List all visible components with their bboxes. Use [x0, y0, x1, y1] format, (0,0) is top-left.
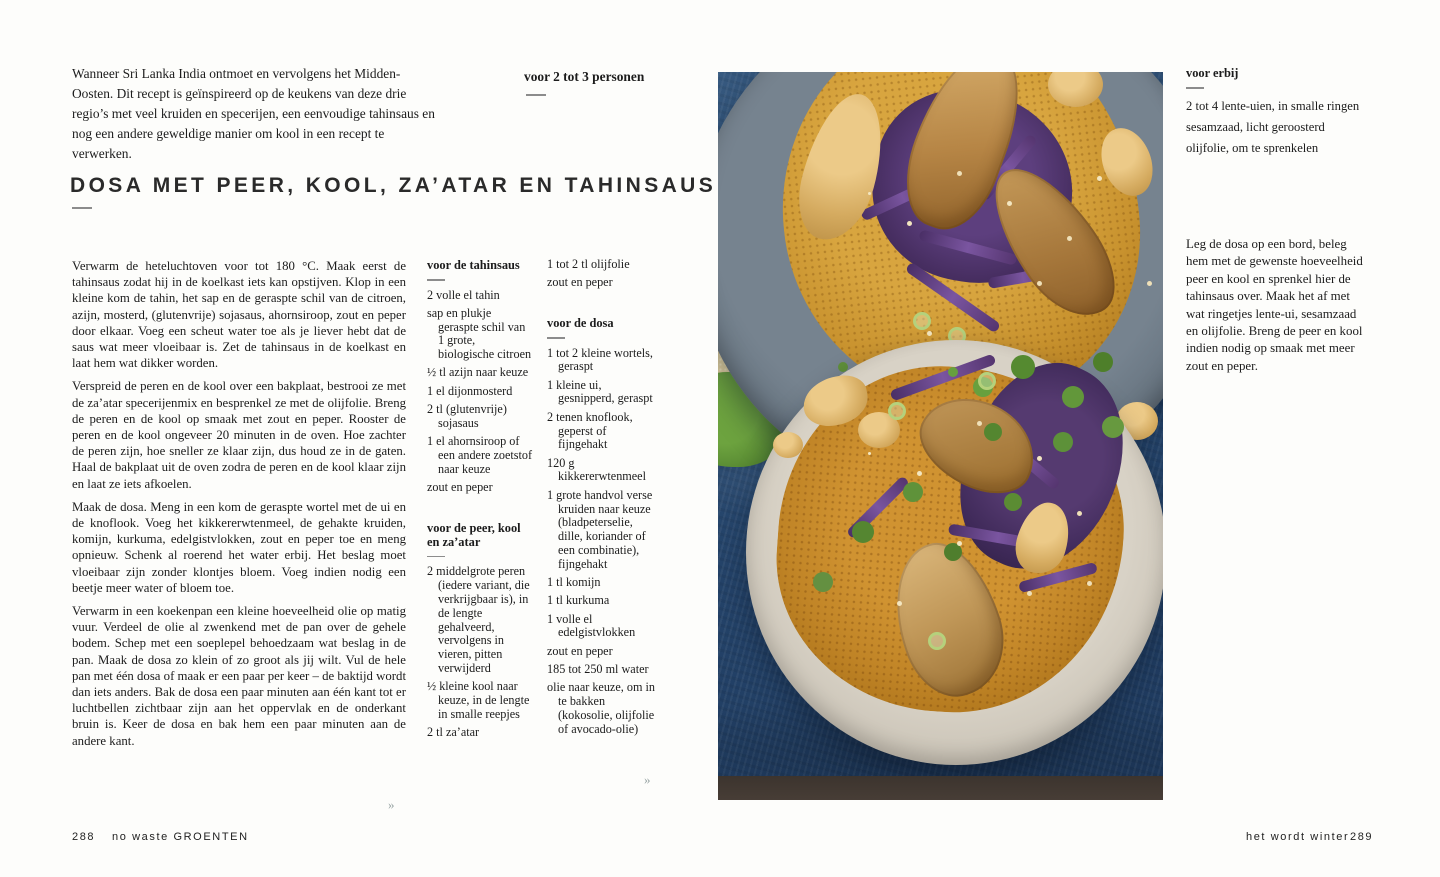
ingredient-item: 1 tl komijn [547, 575, 601, 590]
page-number-left: 288 [72, 831, 96, 843]
table-edge [718, 776, 1163, 800]
ingredient-item: zout en peper [427, 480, 493, 495]
section-header-erbij: voor erbij [1186, 66, 1239, 80]
tahini-drizzle [773, 432, 803, 458]
serving-paragraph: Leg de dosa op een bord, beleg hem met de gewenste hoeveelheid peer en kool en sprenkel hier de tahinsaus over. Maak het af met wat ringetjes lente-ui, sesamzaad en olijfolie. Breng de peer en kool indien nodig op smaak met meer zout en peper. [1186, 237, 1363, 373]
recipe-title: DOSA MET PEER, KOOL, ZA’ATAR EN TAHINSAUS [70, 174, 717, 197]
ingredient-item: 2 tot 4 lente-uien, in smalle ringen [1186, 98, 1360, 113]
ingredient-item: 1 tot 2 tl olijfolie [547, 257, 630, 271]
spring-onion-ring [928, 632, 946, 650]
ingredient-item: 185 tot 250 ml water [547, 662, 649, 677]
ingredient-item: 2 middelgrote peren (iedere variant, die verkrijgbaar is), in de lengte gehalveerd, vervolgens in vieren, pitten verwijderd [427, 564, 530, 675]
spring-onion-ring [888, 402, 906, 420]
instructions-column [72, 258, 406, 756]
ingredient-item: 2 volle el tahin [427, 287, 500, 302]
spring-onion-ring [913, 312, 931, 330]
ingredient-item: 1 grote handvol verse kruiden naar keuze (bladpeterselie, dille, koriander of een combinatie), fijngehakt [547, 487, 653, 571]
section-rule [547, 337, 565, 339]
intro-paragraph: Wanneer Sri Lanka India ontmoet en vervolgens het Midden-Oosten. Dit recept is geïnspireerd op de keukens van deze drie regio’s met veel kruiden en specerijen, een eenvoudige tahinsaus en nog een andere geweldige manier om kool in een recept te verwerken. [72, 66, 435, 161]
continuation-mark-ingredients: » [644, 772, 651, 787]
continuation-mark-text: » [388, 797, 395, 812]
ingredient-item: 1 volle el edelgistvlokken [547, 611, 636, 640]
ingredient-item: 1 el ahornsiroop of een andere zoetstof naar keuze [427, 434, 533, 476]
ingredient-item: 1 tl kurkuma [547, 593, 610, 608]
section-rule [427, 556, 445, 558]
ingredient-item: 2 tl (glutenvrije) sojasaus [427, 402, 507, 430]
ingredient-item: 1 el dijonmosterd [427, 383, 513, 398]
coriander-scatter-bottom [948, 367, 958, 377]
section-header-peer-kool: voor de peer, kool en za’atar [427, 520, 521, 549]
ingredient-item: 1 tot 2 kleine wortels, geraspt [547, 345, 653, 374]
instruction-paragraph: Verwarm in een koekenpan een kleine hoeveelheid olie op matig vuur. Verdeel de olie al zwenkend met de pan over de gehele bodem. Schep met een soeplepel behoedzaam wat beslag in de pan. Maak de dosa zo klein of zo groot als jij wilt. Vul de hele pan met één dosa of maak er een paar per keer – de baktijd wordt dan iets anders. Bak de dosa een paar minuten aan één kant tot er luchtbellen zichtbaar zijn aan het oppervlak en de onderkant bruin is. Keer de dosa en bak hem een paar minuten aan de andere kant. [72, 604, 406, 748]
ingredient-item: zout en peper [547, 643, 613, 658]
ingredient-item: sesamzaad, licht geroosterd [1186, 119, 1325, 134]
ingredient-item: ½ kleine kool naar keuze, in de lengte in smalle reepjes [427, 679, 530, 721]
sesame-scatter-top [868, 192, 871, 195]
section-header-tahinsaus: voor de tahinsaus [427, 258, 520, 272]
section-rule [1186, 87, 1204, 89]
ingredient-item: zout en peper [547, 275, 613, 290]
instruction-paragraph: Maak de dosa. Meng in een kom de geraspte wortel met de ui en de knoflook. Voeg het kikkererwtenmeel, de gehakte kruiden, komijn, kurkuma, edelgistvlokken, zout en peper toe en meng opnieuw. Schenk al roerend het water erbij. Het beslag moet vloeibaar zijn zonder klontjes bloem. Voeg indien nodig een beetje meer water of bloem toe. [72, 499, 406, 595]
ingredient-item: olijfolie, om te sprenkelen [1186, 140, 1319, 155]
ingredient-item: 120 g kikkererwtenmeel [547, 455, 646, 484]
servings-label: voor 2 tot 3 personen [524, 69, 645, 84]
title-rule [72, 207, 92, 209]
spring-onion-ring [978, 372, 996, 390]
ingredient-item: 2 tl za’atar [427, 725, 480, 740]
chapter-label-right: het wordt winter [1246, 831, 1350, 843]
page-number-right: 289 [1350, 831, 1374, 843]
ingredients-column-2 [547, 258, 657, 741]
ingredient-item: 1 kleine ui, gesnipperd, geraspt [547, 377, 653, 406]
ingredients-column-erbij [1186, 66, 1386, 160]
ingredient-item: sap en plukje geraspte schil van 1 grote, biologische citroen [427, 305, 532, 362]
recipe-photo [718, 72, 1163, 800]
instruction-paragraph: Verwarm de heteluchtoven voor tot 180 °C. Maak eerst de tahinsaus zodat hij in de koelkast iets kan opstijven. Klop in een kleine kom de tahin, het sap en de geraspte schil van de citroen, azijn, mosterd, (glutenvrije) sojasaus, ahornsiroop, zout en peper door elkaar. Voeg een scheut water toe als je liever hebt dat de saus wat meer vloeibaar is. Zet de tahinsaus in de koelkast en laat hem wat dikker worden. [72, 259, 406, 371]
sesame-scatter-bottom [868, 452, 871, 455]
section-header-dosa: voor de dosa [547, 316, 614, 331]
servings-rule [526, 94, 546, 96]
ingredient-item: 2 tenen knoflook, geperst of fijngehakt [547, 409, 633, 452]
instruction-paragraph: Verspreid de peren en de kool over een bakplaat, bestrooi ze met de za’atar specerijenmix en besprenkel ze met de olijfolie. Breng de peren en de kool op smaak met zout en peper. Rooster de peren en de kool ongeveer 20 minuten in de oven. Hoe zachter de peren zijn, hoe sneller ze klaar zijn, dus houd ze in de gaten. Haal de bakplaat uit de oven zodra de peren en de kool klaar zijn en laat ze iets afkoelen. [72, 379, 406, 491]
chapter-label-left: no waste GROENTEN [112, 831, 249, 843]
ingredients-column-1 [427, 258, 533, 744]
ingredient-item: olie naar keuze, om in te bakken (kokosolie, olijfolie of avocado-olie) [547, 680, 655, 736]
section-rule [427, 279, 445, 281]
ingredient-item: ½ tl azijn naar keuze [427, 365, 529, 380]
